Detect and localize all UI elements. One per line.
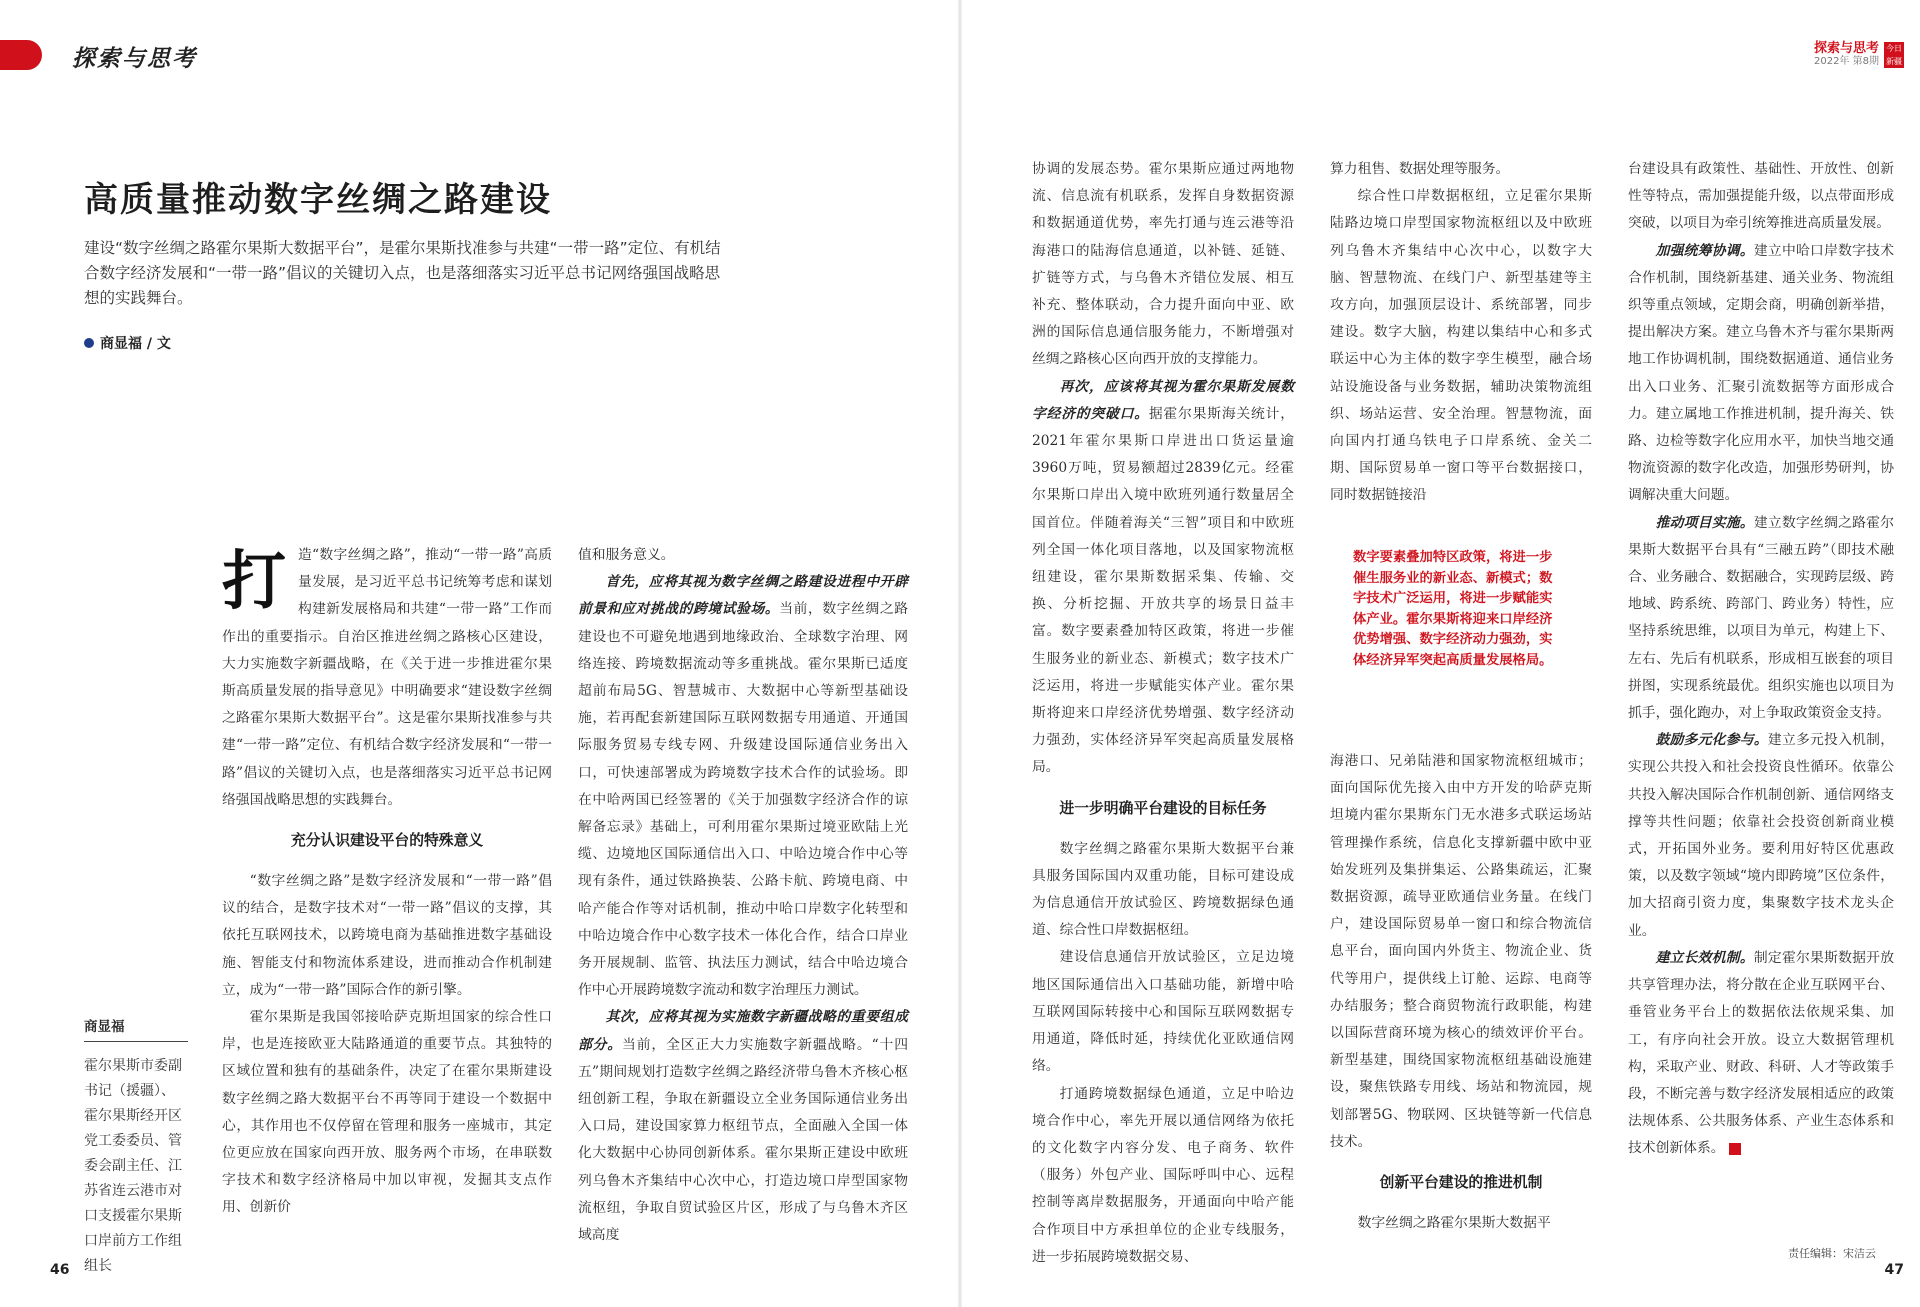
paragraph-lead-in: 再次，应该将其视为霍尔果斯发展数字经济的突破口。 <box>1032 378 1294 422</box>
paragraph-lead-in: 鼓励多元化参与。 <box>1655 732 1768 749</box>
body-column-6 <box>1628 156 1894 1163</box>
paragraph: “数字丝绸之路”是数字经济发展和“一带一路”倡议的结合，是数字技术对“一带一路”倡议的支撑，其依托互联网技术，以跨境电商为基础推进数字基础设施、智能支付和物流体系建设，进而推动合作机制建立，成为“一带一路”国际合作的新引擎。 <box>222 873 552 998</box>
paragraph-lead-in: 推动项目实施。 <box>1655 514 1754 531</box>
drop-cap: 打 <box>222 544 286 619</box>
subheading: 充分认识建设平台的特殊意义 <box>290 832 484 850</box>
paragraph: 推动项目实施。建立数字丝绸之路霍尔果斯大数据平台具有“三融五跨”（即技术融合、业务融合、数据融合，实现跨层级、跨地域、跨系统、跨部门、跨业务）特性，应坚持系统思维，以项目为单元，构建上下、左右、先后有机联系，形成相互嵌套的项目拼图，实现系统最优。组织实施也以项目为抓手，强化跑办，对上争取政策资金支持。 <box>1628 514 1895 722</box>
paragraph: 首先，应将其视为数字丝绸之路建设进程中开辟前景和应对挑战的跨境试验场。当前，数字丝绸之路建设也不可避免地遇到地缘政治、全球数字治理、网络连接、跨境数据流动等多重挑战。霍尔果斯已适度超前布局5G、智慧城市、大数据中心等新型基础设施，若再配套新建国际互联网数据专用通道、开通国际服务贸易专线专网、升级建设国际通信业务出入口，可快速部署成为跨境数字技术合作的试验场。即在中哈两国已经签署的《关于加强数字经济合作的谅解备忘录》基础上，可利用霍尔果斯过境亚欧陆上光缆、边境地区国际通信出入口、中哈边境合作中心等现有条件，通过铁路换装、公路卡航、跨境电商、中哈产能合作等对话机制，推动中哈口岸数字化转型和中哈边境合作中心数字技术一体化合作，结合口岸业务开展规制、监管、执法压力测试，结合中哈边境合作中心开展跨境数字流动和数字治理压力测试。 <box>578 574 909 999</box>
paragraph: 打通跨境数据绿色通道，立足中哈边境合作中心，率先开展以通信网络为依托的文化数字内容分发、电子商务、软件（服务）外包产业、国际呼叫中心、远程控制等离岸数据服务，开通面向中哈产能合作项目中方承担单位的企业专线服务，进一步拓展跨境数据交易、 <box>1032 1085 1294 1265</box>
end-mark-icon <box>1729 1143 1741 1155</box>
body-column-5 <box>1330 748 1592 1237</box>
page-number-left: 46 <box>50 1262 70 1278</box>
section-tab-marker <box>0 40 42 70</box>
body-column-3 <box>1032 156 1294 1271</box>
paragraph: 建立长效机制。制定霍尔果斯数据开放共享管理办法，将分散在企业互联网平台、垂管业务平台上的数据依法依规采集、加工，有序向社会开放。设立大数据管理机构，采取产业、财政、科研、人才等政策手段，不断完善与数字经济发展相适应的政策法规体系、公共服务体系、产业生态体系和技术创新体系。 <box>1628 949 1895 1157</box>
subheading: 进一步明确平台建设的目标任务 <box>1059 799 1267 817</box>
bullet-dot-icon <box>84 338 94 348</box>
author-bio <box>84 1015 188 1279</box>
running-header-title: 探索与思考 <box>1813 41 1879 56</box>
body-column-4 <box>1330 156 1592 510</box>
paragraph: 算力租售、数据处理等服务。 <box>1330 161 1510 177</box>
paragraph-lead-in: 加强统筹协调。 <box>1655 242 1754 259</box>
page-gutter <box>958 0 962 1307</box>
paragraph: 加强统筹协调。建立中哈口岸数字技术合作机制，围绕新基建、通关业务、物流组织等重点领域，定期会商，明确创新举措，提出解决方案。建立乌鲁木齐与霍尔果斯两地工作协调机制，围绕数据通道、通信业务出入口业务、汇聚引流数据等方面形成合力。建立属地工作推进机制，提升海关、铁路、边检等数字化应用水平，加快当地交通物流资源的数字化改造，加强形势研判，协调解决重大问题。 <box>1628 242 1895 504</box>
section-title: 探索与思考 <box>72 45 197 72</box>
magazine-logo: 今日 新疆 <box>1886 44 1902 66</box>
paragraph: 值和服务意义。 <box>578 547 675 563</box>
page-number-right: 47 <box>1884 1262 1904 1278</box>
paragraph-lead-in: 其次，应将其视为实施数字新疆战略的重要组成部分。 <box>578 1009 908 1053</box>
author-description: 霍尔果斯市委副书记（援疆）、霍尔果斯经开区党工委委员、管委会副主任、江苏省连云港市对口支援霍尔果斯口岸前方工作组组长 <box>84 1058 182 1274</box>
body-column-2 <box>578 542 908 1249</box>
subheading: 创新平台建设的推进机制 <box>1379 1174 1543 1192</box>
paragraph: 台建设具有政策性、基础性、开放性、创新性等特点，需加强提能升级，以点带面形成突破，以项目为牵引统筹推进高质量发展。 <box>1628 161 1894 232</box>
paragraph: 造“数字丝绸之路”，推动“一带一路”高质量发展，是习近平总书记统筹考虑和谋划构建新发展格局和共建“一带一路”工作而作出的重要指示。自治区推进丝绸之路核心区建设，大力实施数字新疆战略，在《关于进一步推进霍尔果斯高质量发展的指导意见》中明确要求“建设数字丝绸之路霍尔果斯大数据平台”。这是霍尔果斯找准参与共建“一带一路”定位、有机结合数字经济发展和“一带一路”倡议的关键切入点，也是落细落实习近平总书记网络强国战略思想的实践舞台。 <box>222 547 552 808</box>
author-name: 商显福 <box>84 1015 188 1042</box>
paragraph: 海港口、兄弟陆港和国家物流枢纽城市；面向国际优先接入由中方开发的哈萨克斯坦境内霍尔果斯东门无水港多式联运场站管理操作系统，信息化支撑新疆中欧中亚始发班列及集拼集运、公路集疏运，汇聚数据资源，疏导亚欧通信业务量。在线门户，建设国际贸易单一窗口和综合物流信息平台，面向国内外货主、物流企业、货代等用户，提供线上订舱、运踪、电商等办结服务；整合商贸物流行政职能，构建以国际营商环境为核心的绩效评价平台。新型基建，围绕国家物流枢纽基础设施建设，聚焦铁路专用线、场站和物流园，规划部署5G、物联网、区块链等新一代信息技术。 <box>1330 753 1592 1150</box>
article-headline: 高质量推动数字丝绸之路建设 <box>84 180 552 220</box>
article-lead: 建设“数字丝绸之路霍尔果斯大数据平台”，是霍尔果斯找准参与共建“一带一路”定位、有机结合数字经济发展和“一带一路”倡议的关键切入点，也是落细落实习近平总书记网络强国战略思想的实践舞台。 <box>84 239 721 307</box>
paragraph: 综合性口岸数据枢纽，立足霍尔果斯陆路边境口岸型国家物流枢纽以及中欧班列乌鲁木齐集结中心次中心，以数字大脑、智慧物流、在线门户、新型基建等主攻方向，加强顶层设计、系统部署，同步建设。数字大脑，构建以集结中心和多式联运中心为主体的数字孪生模型，融合场站设施设备与业务数据，辅助决策物流组织、场站运营、安全治理。智慧物流，面向国内打通乌铁电子口岸系统、金关二期、国际贸易单一窗口等平台数据接口，同时数据链接沿 <box>1330 188 1592 504</box>
paragraph: 协调的发展态势。霍尔果斯应通过两地物流、信息流有机联系，发挥自身数据资源和数据通道优势，率先打通与连云港等沿海港口的陆海信息通道，以补链、延链、扩链等方式，与乌鲁木齐错位发展、相互补充、整体联动，合力提升面向中亚、欧洲的国际信息通信服务能力，不断增强对丝绸之路核心区向西开放的支撑能力。 <box>1032 161 1294 368</box>
issue-label: 2022年 第8期 <box>1814 56 1879 68</box>
running-header <box>1814 42 1904 68</box>
paragraph: 数字丝绸之路霍尔果斯大数据平台兼具服务国际国内双重功能，目标可建设成为信息通信开放试验区、跨境数据绿色通道、综合性口岸数据枢纽。 <box>1032 840 1294 939</box>
paragraph: 霍尔果斯是我国邻接哈萨克斯坦国家的综合性口岸，也是连接欧亚大陆路通道的重要节点。其独特的区域位置和独有的基础条件，决定了在霍尔果斯建设数字丝绸之路大数据平台不再等同于建设一个数据中心，其作用也不仅停留在管理和服务一座城市，其定位更应放在国家向西开放、服务两个市场，在串联数字技术和数字经济格局中加以审视，发掘其支点作用、创新价 <box>222 1009 552 1216</box>
pull-quote: 数字要素叠加特区政策，将进一步催生服务业的新业态、新模式；数字技术广泛运用，将进一步赋能实体产业。霍尔果斯将迎来口岸经济优势增强、数字经济动力强劲，实体经济异军突起高质量发展格局。 <box>1353 550 1553 668</box>
paragraph: 数字丝绸之路霍尔果斯大数据平 <box>1357 1215 1551 1232</box>
paragraph: 鼓励多元化参与。建立多元投入机制，实现公共投入和社会投资良性循环。依靠公共投入解决国际合作机制创新、通信网络支撑等共性问题；依靠社会投资创新商业模式，开拓国外业务。要利用好特区优惠政策，以及数字领域“境内即跨境”区位条件，加大招商引资力度，集聚数字技术龙头企业。 <box>1628 732 1895 939</box>
paragraph: 再次，应该将其视为霍尔果斯发展数字经济的突破口。据霍尔果斯海关统计，2021年霍尔果斯口岸进出口货运量逾3960万吨，贸易额超过2839亿元。经霍尔果斯口岸出入境中欧班列通行数量居全国首位。伴随着海关“三智”项目和中欧班列全国一体化项目落地，以及国家物流枢纽建设，霍尔果斯数据采集、传输、交换、分析挖掘、开放共享的场景日益丰富。数字要素叠加特区政策，将进一步催生服务业的新业态、新模式；数字技术广泛运用，将进一步赋能实体产业。霍尔果斯将迎来口岸经济优势增强、数字经济动力强劲，实体经济异军突起高质量发展格局。 <box>1032 378 1295 776</box>
paragraph-lead-in: 建立长效机制。 <box>1655 949 1754 966</box>
paragraph: 其次，应将其视为实施数字新疆战略的重要组成部分。当前，全区正大力实施数字新疆战略。“十四五”期间规划打造数字丝绸之路经济带乌鲁木齐核心枢纽创新工程，争取在新疆设立全业务国际通信业务出入口局，建设国家算力枢纽节点，全面融入全国一体化大数据中心协同创新体系。霍尔果斯正建设中欧班列乌鲁木齐集结中心次中心，打造边境口岸型国家物流枢纽，争取自贸试验区片区，形成了与乌鲁木齐区域高度 <box>578 1009 908 1244</box>
paragraph-lead-in: 首先，应将其视为数字丝绸之路建设进程中开辟前景和应对挑战的跨境试验场。 <box>578 574 908 618</box>
byline <box>84 333 171 353</box>
body-column-1 <box>222 542 552 1222</box>
paragraph: 建设信息通信开放试验区，立足边境地区国际通信出入口基础功能，新增中哈互联网国际转接中心和国际互联网数据专用通道，降低时延，持续优化亚欧通信网络。 <box>1032 949 1294 1075</box>
byline-text: 商显福 / 文 <box>100 336 171 352</box>
editor-credit: 责任编辑：宋洁云 <box>1788 1247 1876 1260</box>
